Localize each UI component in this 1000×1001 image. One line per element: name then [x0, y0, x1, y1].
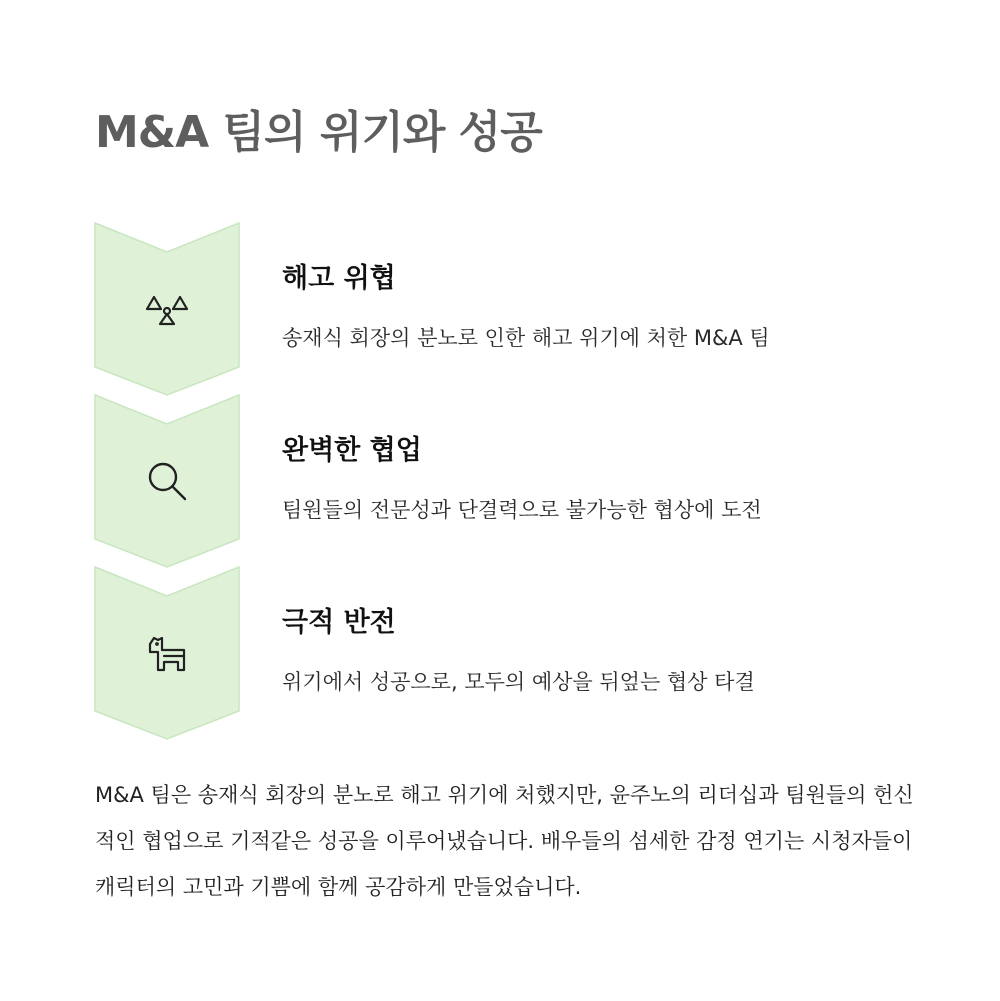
- pinata-icon: [144, 630, 190, 676]
- step-3-description: 위기에서 성공으로, 모두의 예상을 뒤엎는 협상 타결: [282, 670, 755, 694]
- step-1-chevron: [94, 222, 240, 396]
- page-title: M&A 팀의 위기와 성공: [95, 107, 542, 158]
- step-3-chevron: [94, 566, 240, 740]
- step-3-title: 극적 반전: [282, 607, 396, 638]
- magnifier-icon: [144, 458, 190, 504]
- summary-paragraph: M&A 팀은 송재식 회장의 분노로 해고 위기에 처했지만, 윤주노의 리더십과 팀원들의 헌신적인 협업으로 기적같은 성공을 이루어냈습니다. 배우들의 섬세한 감정 연기는 시청자들이 캐릭터의 고민과 기쁨에 함께 공감하게 만들었습니다.: [95, 783, 914, 899]
- step-1-title: 해고 위협: [282, 263, 396, 294]
- step-2-chevron: [94, 394, 240, 568]
- radiation-icon: [144, 286, 190, 332]
- step-2-description: 팀원들의 전문성과 단결력으로 불가능한 협상에 도전: [282, 498, 762, 522]
- step-2-title: 완벽한 협업: [282, 435, 422, 466]
- step-1-description: 송재식 회장의 분노로 인한 해고 위기에 처한 M&A 팀: [282, 326, 770, 350]
